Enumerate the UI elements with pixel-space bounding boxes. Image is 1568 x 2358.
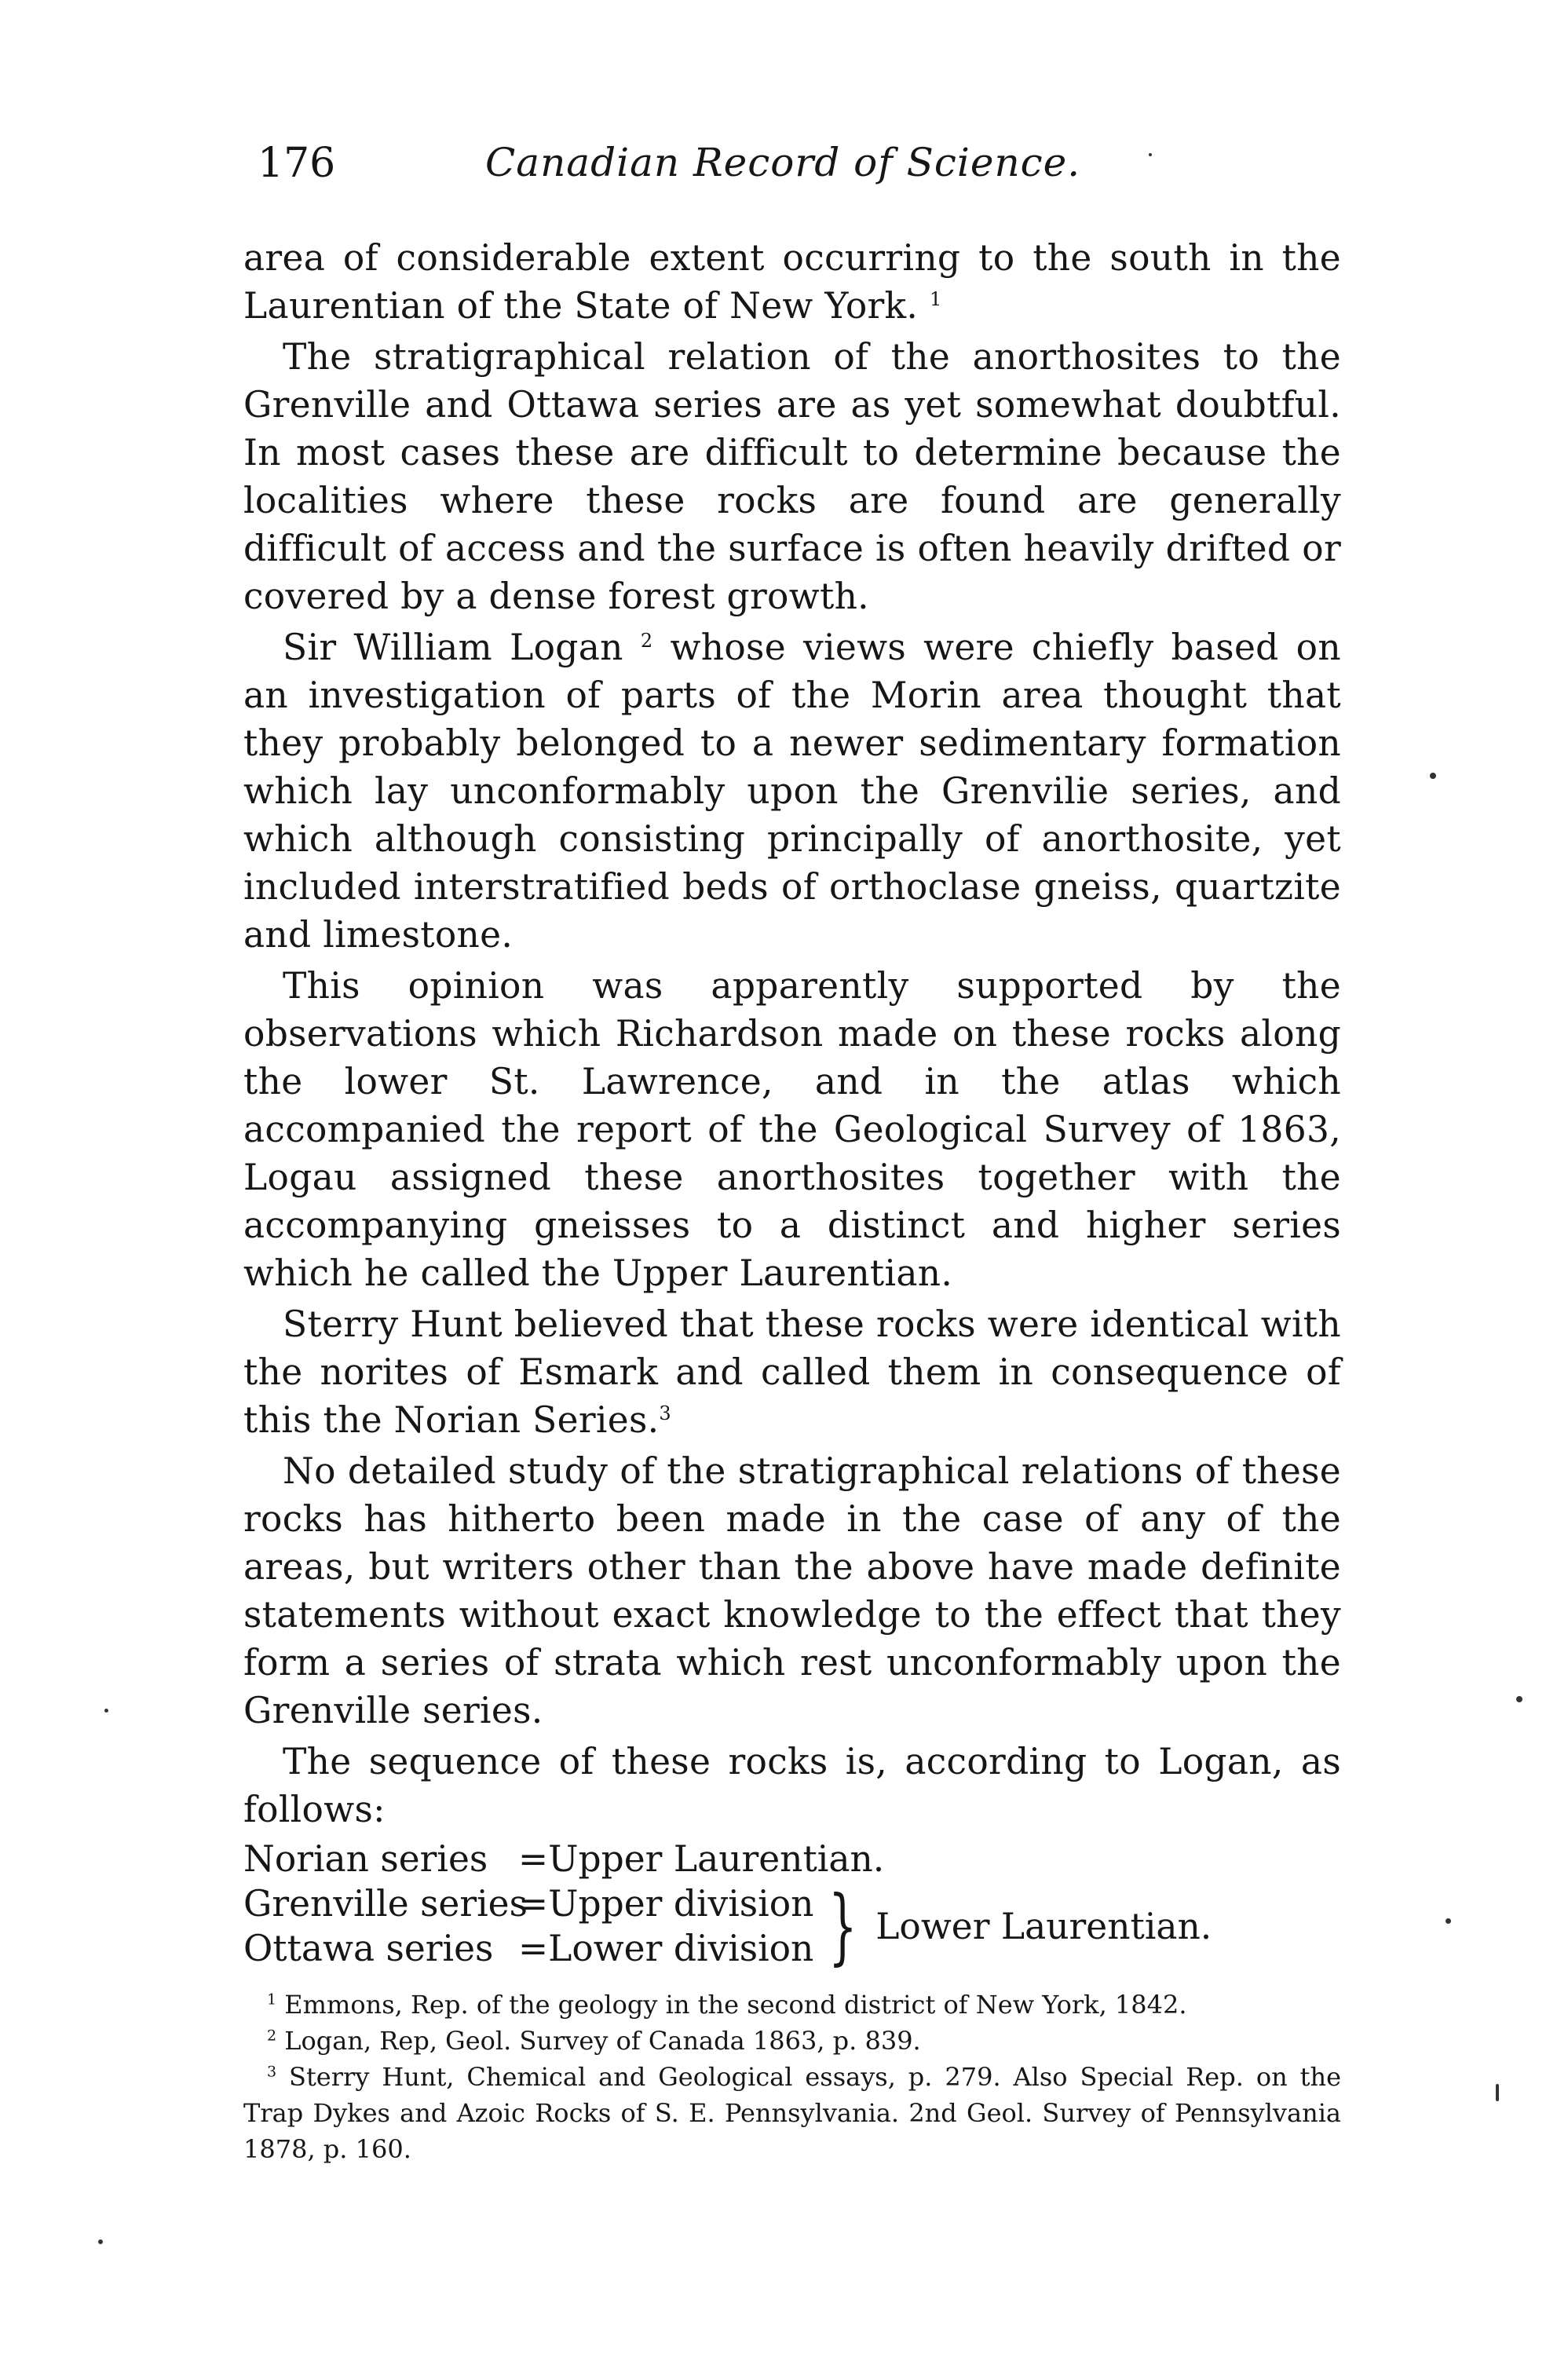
scan-speck bbox=[98, 2239, 103, 2244]
paragraph: The stratigraphical relation of the anorthosites to the Grenville and Ottawa series are as yet somewhat doubtful. In most cases these are difficult to determine because the localities where these rocks are found are generally difficult of access and the surface is often heavily drifted or covered by a dense forest growth. bbox=[243, 336, 1341, 617]
sequence-row-ottawa: Ottawa series =Lower division bbox=[243, 1928, 814, 1969]
scan-speck bbox=[1516, 1696, 1522, 1702]
scan-speck bbox=[1149, 153, 1152, 156]
sequence-row-grenville: Grenville series =Upper division bbox=[243, 1883, 814, 1925]
page-number: 176 bbox=[258, 140, 336, 187]
paragraph: This opinion was apparently supported by the observations which Richardson made on these rocks along the lower St. Lawrence, and in the atlas which accompanied the report of the Geological Survey of 1863, Logau assigned these anorthosites together with the accompanying gneisses to a distinct and higher series which he called the Upper Laurentian. bbox=[243, 965, 1341, 1294]
footnote-ref: 3 bbox=[659, 1402, 671, 1424]
paragraph: The sequence of these rocks is, according to Logan, as follows: bbox=[243, 1741, 1341, 1830]
brace: } bbox=[828, 1878, 858, 1974]
paragraph: No detailed study of the stratigraphical relations of these rocks has hitherto been made in the case of any of the areas, but writers other than the above have made definite statements without exact knowledge to the effect that they form a series of strata which rest unconformably upon the Grenville series. bbox=[243, 1450, 1341, 1731]
footnotes bbox=[243, 1987, 1341, 2167]
scan-speck bbox=[1446, 1918, 1451, 1924]
scan-speck bbox=[1430, 773, 1436, 779]
lower-laurentian-group bbox=[243, 1878, 1341, 1974]
scan-speck bbox=[1496, 2084, 1499, 2101]
sequence-row-norian: Norian series =Upper Laurentian. bbox=[243, 1838, 885, 1880]
running-title: Canadian Record of Science. bbox=[485, 140, 1081, 185]
series-sequence bbox=[243, 1837, 1341, 1974]
paragraph: area of considerable extent occurring to the south in the Laurentian of the State of New York. $^1$ bbox=[243, 237, 1341, 327]
paragraph: Sir William Logan $^2$ whose views were chiefly based on an investigation of parts of the Morin area thought that they probably belonged to a newer sedimentary formation which lay unconformably upon the Grenvilie series, and which although consisting principally of anorthosite, yet included interstratified beds of orthoclase gneiss, quartzite and limestone. bbox=[243, 627, 1341, 956]
scan-speck bbox=[104, 1709, 108, 1713]
footnote: $^3$ Sterry Hunt, Chemical and Geological essays, p. 279. Also Special Rep. on the Trap Dykes and Azoic Rocks of S. E. Pennsylvania. 2nd Geol. Survey of Pennsylvania 1878, p. 160. bbox=[243, 2062, 1342, 2164]
paragraph: Sterry Hunt believed that these rocks were identical with the norites of Esmark and called them in consequence of this the Norian Series.$^3$ bbox=[243, 1303, 1341, 1441]
body-text bbox=[243, 234, 1341, 2167]
bracket-label: Lower Laurentian. bbox=[875, 1905, 1212, 1947]
footnote: $^1$ Emmons, Rep. of the geology in the second district of New York, 1842. bbox=[267, 1990, 1187, 2020]
footnote-ref: 1 bbox=[929, 287, 942, 310]
footnote-ref: 2 bbox=[640, 629, 653, 652]
footnote: $^2$ Logan, Rep, Geol. Survey of Canada 1863, p. 839. bbox=[267, 2026, 921, 2056]
page-header bbox=[258, 132, 1137, 203]
